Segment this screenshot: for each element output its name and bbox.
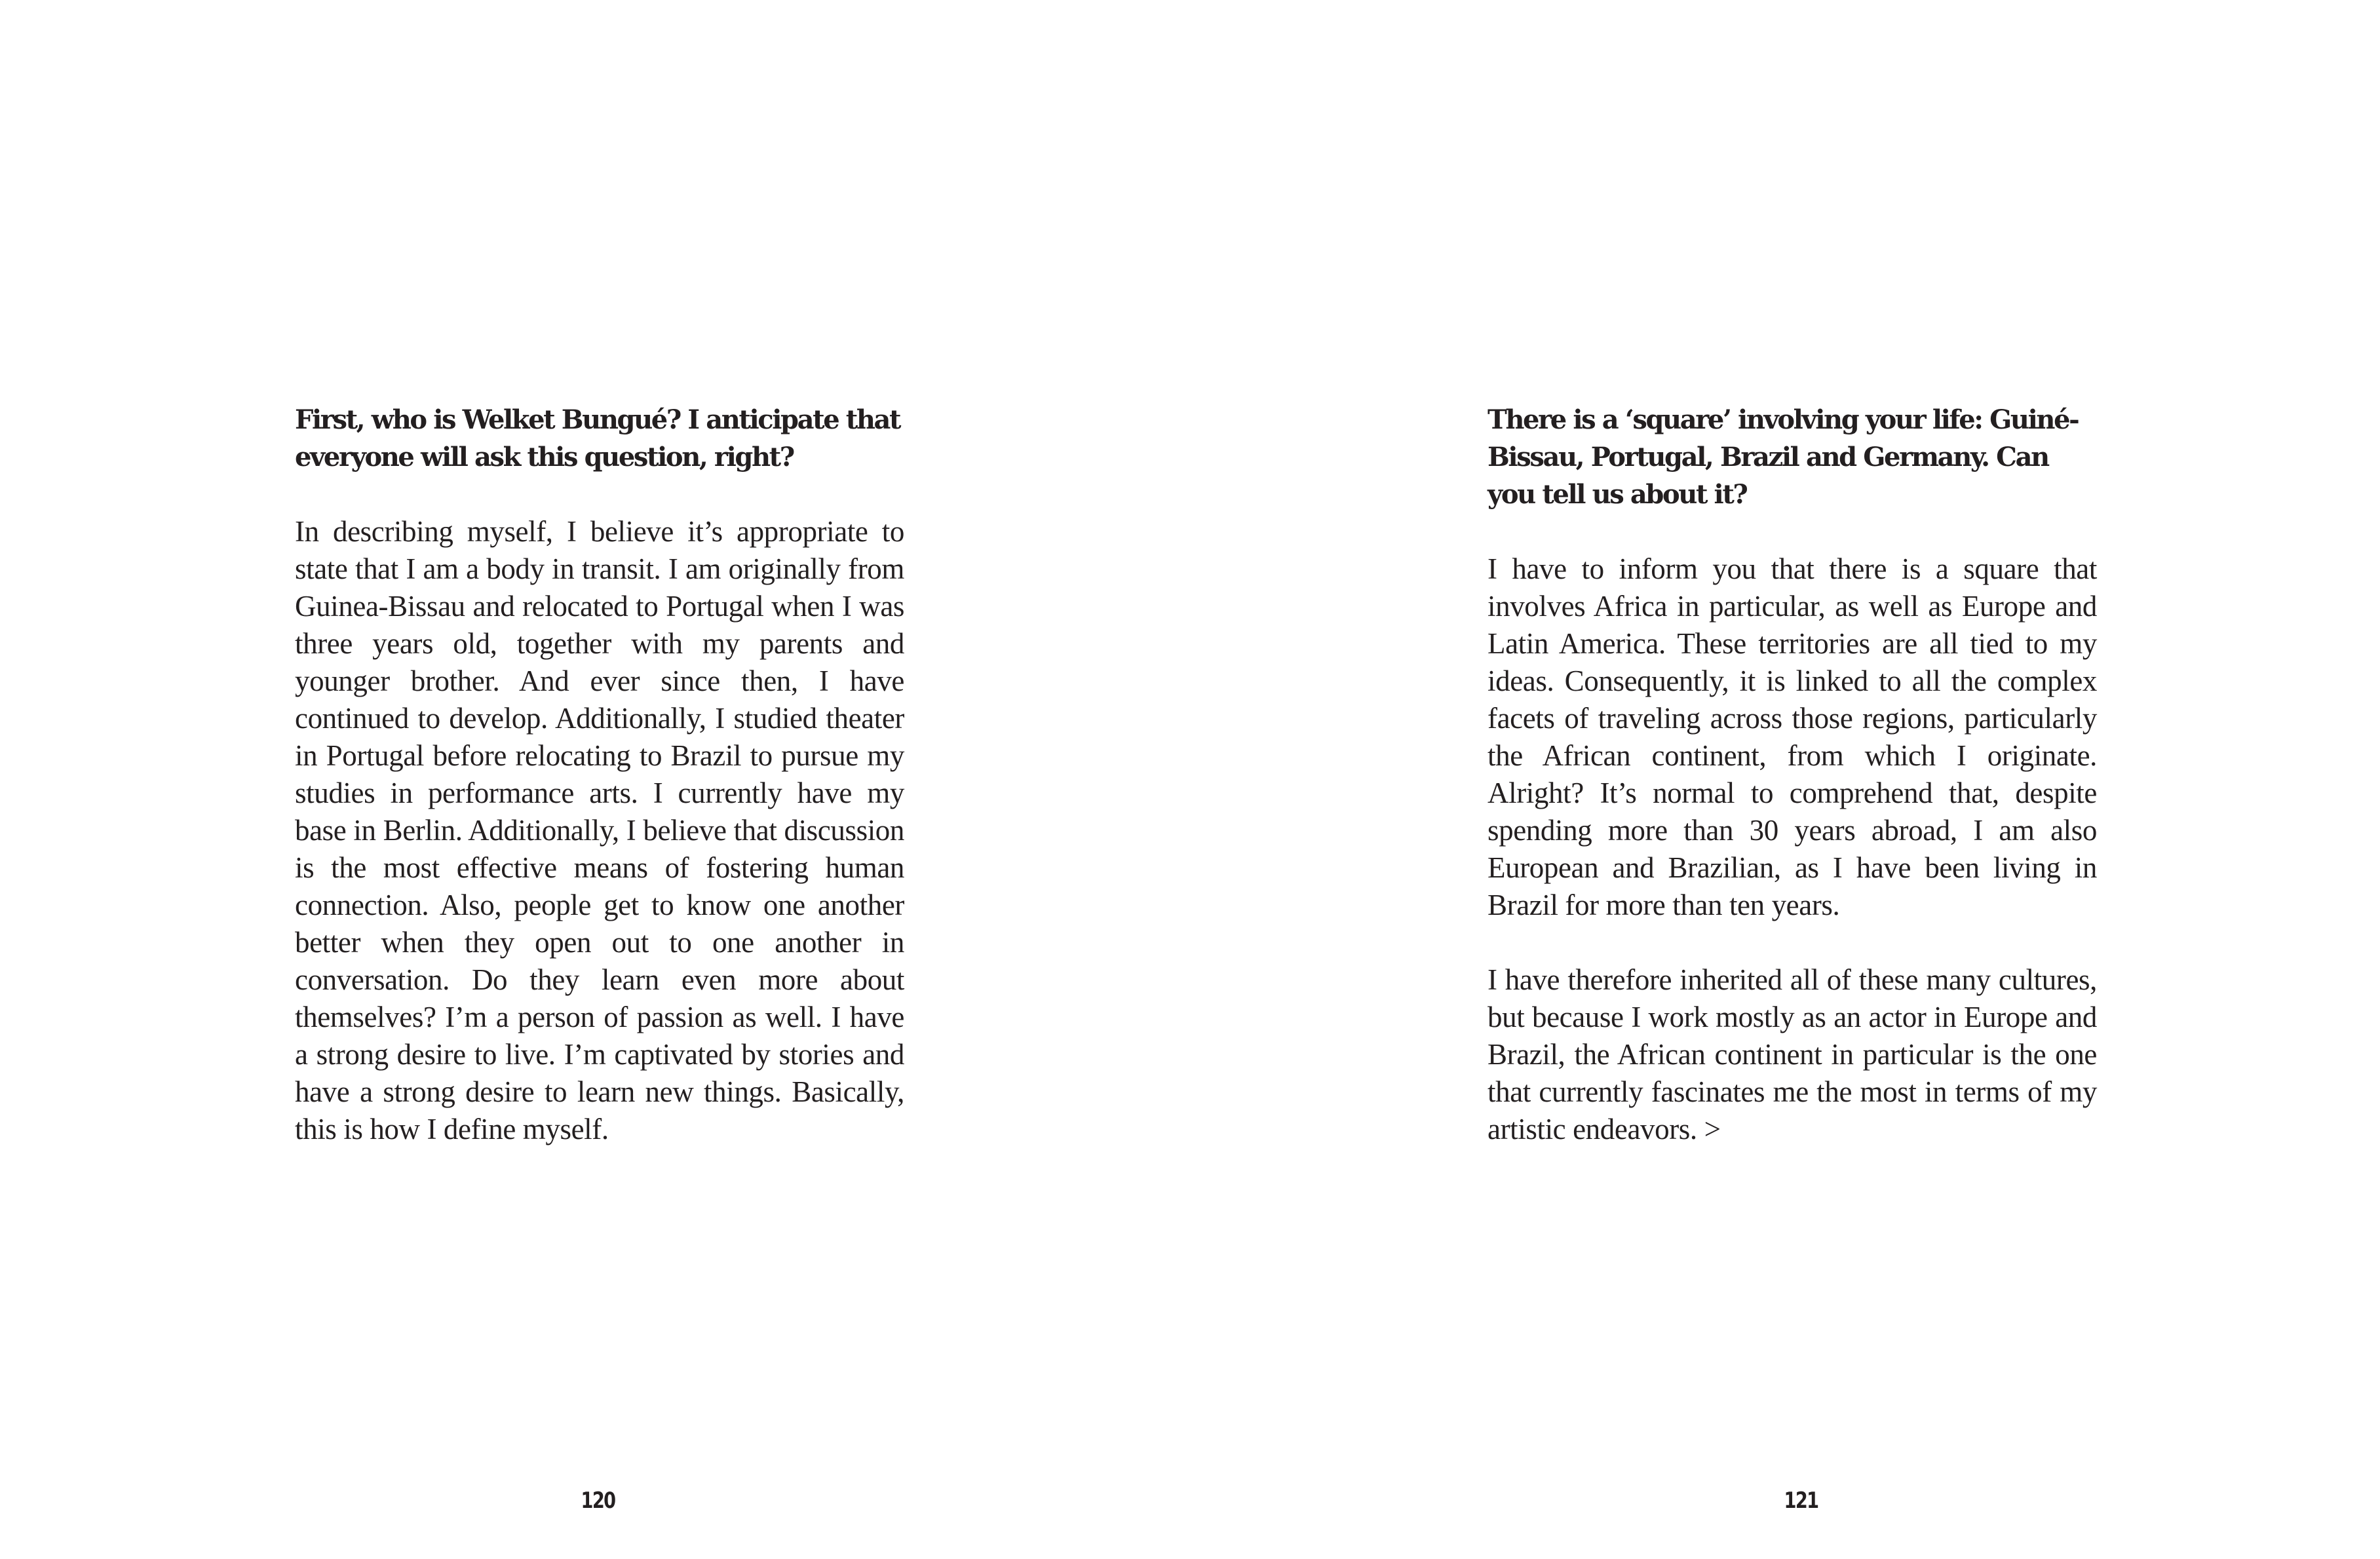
left-text-column: [295, 401, 904, 1185]
interview-question: First, who is Welket Bungué? I anticipate that everyone will ask this question, right?: [295, 404, 900, 472]
interview-question: There is a ‘square’ involving your life: Guiné-Bissau, Portugal, Brazil and Germany. Can you tell us about it?: [1488, 404, 2079, 510]
right-text-column: [1488, 401, 2097, 1185]
page-number: 121: [1784, 1488, 1818, 1514]
interview-answer: In describing myself, I believe it’s appropriate to state that I am a body in transit. I am originally from Guinea-Bissau and relocated to Portugal when I was three years old, together with my parents and younger brother. And ever since then, I have continued to develop. Additionally, I studied theater in Portugal before relocating to Brazil to pursue my studies in performance arts. I currently have my base in Berlin. Additionally, I believe that discussion is the most effective means of fostering human connection. Also, people get to know one another better when they open out to one another in conversation. Do they learn even more about themselves? I’m a person of passion as well. I have a strong desire to live. I’m captivated by stories and have a strong desire to learn new things. Basically, this is how I define myself.: [295, 515, 904, 1145]
page-number: 120: [581, 1488, 615, 1514]
right-page: [1190, 0, 2380, 1559]
interview-answer-paragraph-2: I have therefore inherited all of these many cultures, but because I work mostly as an actor in Europe and Brazil, the African continent in particular is the one that currently fascinates me the most in terms of my artistic endeavors. >: [1488, 963, 2097, 1145]
interview-answer-paragraph-1: I have to inform you that there is a square that involves Africa in particular, as well as Europe and Latin America. These territories are all tied to my ideas. Consequently, it is linked to all the complex facets of traveling across those regions, particularly the African continent, from which I originate. Alright? It’s normal to comprehend that, despite spending more than 30 years abroad, I am also European and Brazilian, as I have been living in Brazil for more than ten years.: [1488, 552, 2097, 921]
